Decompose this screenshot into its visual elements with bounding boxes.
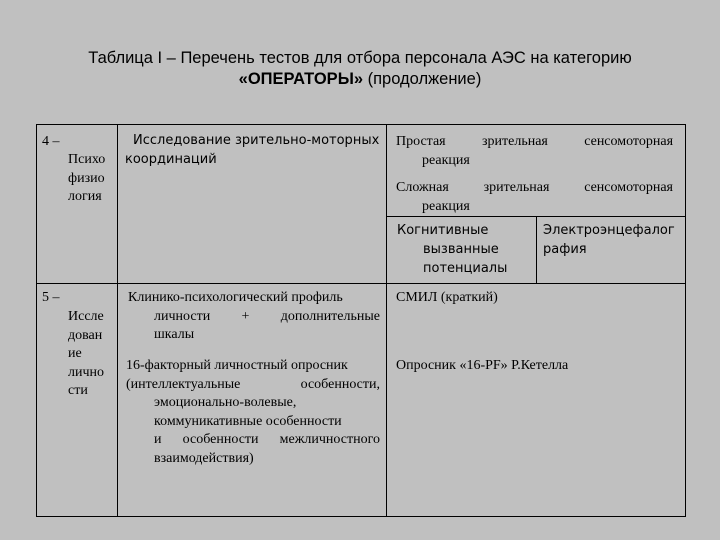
smil-test: СМИЛ (краткий) [396,290,498,305]
row-5-category [68,308,116,401]
16pf-method [126,357,380,468]
row-4-category [68,151,116,207]
method-line: шкалы [154,327,195,342]
test-line: Простая зрительная сенсомоторная [396,134,674,149]
method-line: 16-факторный личностный опросник [126,358,348,373]
caption-category: «ОПЕРАТОРЫ» [238,70,364,88]
col-divider-cognitive [536,216,537,283]
test-line: Сложная зрительная сенсомоторная [396,180,673,195]
cognitive-line: вызванные [423,242,499,257]
test-simple-reaction [396,133,673,170]
row-4-method [125,131,383,169]
row-divider [37,283,685,284]
col-divider-2 [386,125,387,516]
category-line: физио [68,170,105,186]
table-caption [40,48,680,90]
clinical-profile-method [126,289,380,345]
col-divider-1 [117,125,118,516]
category-line: Иссле [68,309,104,324]
row-5-number: 5 – [42,290,60,305]
method-line: координаций [125,152,217,167]
category-line: сти [68,383,88,398]
caption-continuation: (продолжение) [363,70,482,88]
caption-line-1: Таблица I – Перечень тестов для отбора персонала АЭС на категорию [88,49,632,67]
test-complex-reaction [396,179,673,216]
method-line: эмоционально-волевые, [154,395,297,410]
method-line: взаимодействия) [154,450,254,466]
eeg-method [543,221,683,259]
16pf-test: Опросник «16-PF» Р.Кетелла [396,358,569,373]
method-line: личности + дополнительные [154,308,380,324]
cognitive-potentials [397,221,531,278]
cognitive-line: Когнитивные [397,223,489,238]
eeg-line: Электроэнцефалог [543,223,675,238]
category-line: лично [68,364,105,380]
eeg-line: рафия [543,242,587,257]
cognitive-divider [386,216,685,217]
category-line: логия [68,189,102,204]
method-line: коммуникативные особенности [154,413,342,429]
method-line: Клинико-психологический профиль [128,290,343,305]
method-line: и особенности межличностного [154,432,380,447]
category-line: ие [68,346,82,361]
row-4-number: 4 – [42,134,60,149]
method-line: (интеллектуальные особенности, [126,376,380,392]
tests-table [36,124,686,517]
category-line: Психо [68,152,106,167]
category-line: дован [68,327,103,343]
test-line-cont: реакция [422,152,470,168]
cognitive-line: потенциалы [423,261,508,276]
method-line: Исследование зрительно-моторных [133,133,380,148]
test-line-cont: реакция [422,198,470,214]
caption-line-2 [40,69,680,90]
